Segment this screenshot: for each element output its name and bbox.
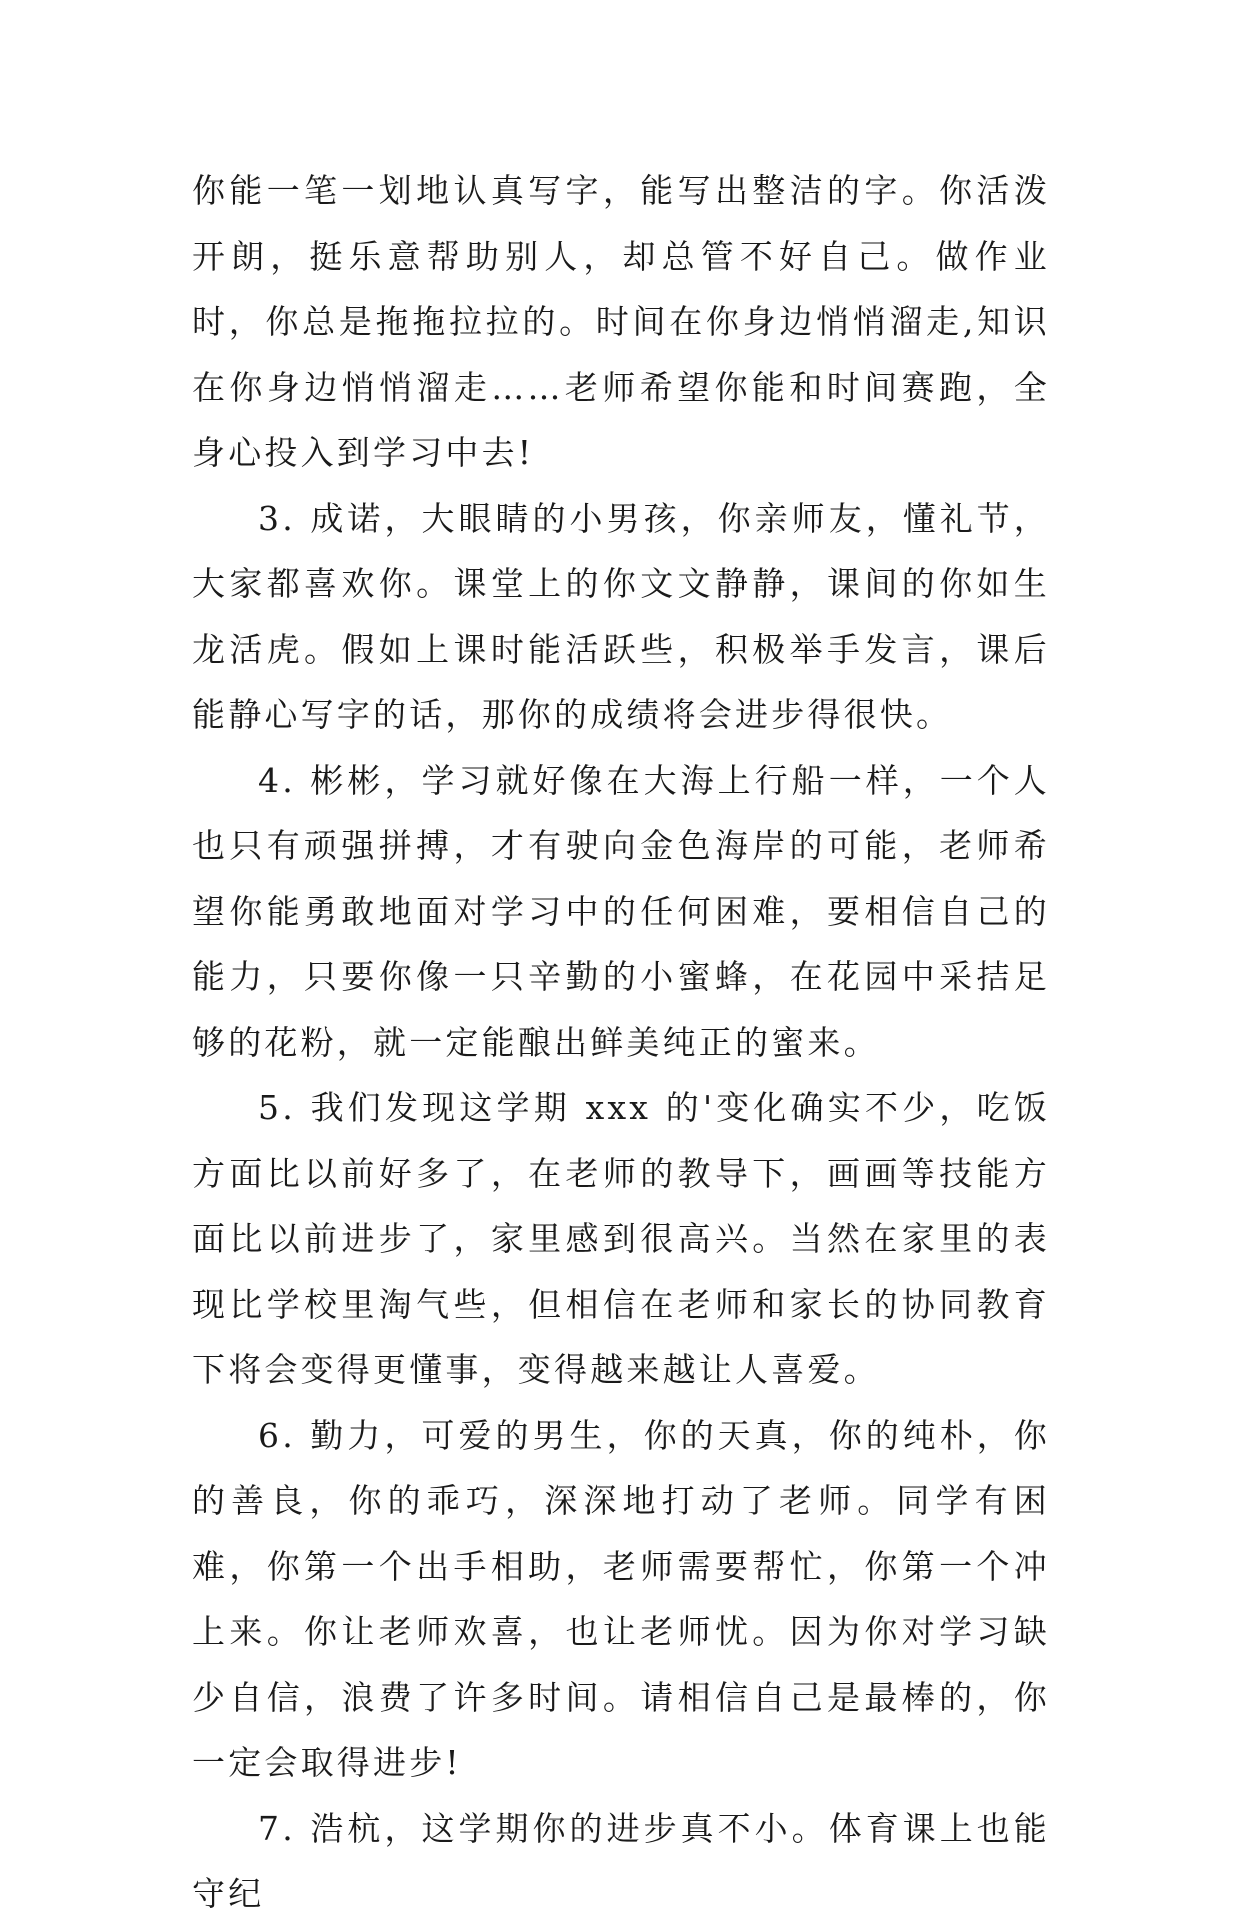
paragraph-comment-6: 6. 勤力，可爱的男生，你的天真，你的纯朴，你的善良，你的乖巧，深深地打动了老师。同学有困难，你第一个出手相助，老师需要帮忙，你第一个冲上来。你让老师欢喜，也让老师忧。因为你对学习缺少自信，浪费了许多时间。请相信自己是最棒的，你一定会取得进步! [192, 1415, 1050, 1782]
paragraph-comment-5: 5. 我们发现这学期 xxx 的'变化确实不少，吃饭方面比以前好多了，在老师的教导下，画画等技能方面比以前进步了，家里感到很高兴。当然在家里的表现比学校里淘气些，但相信在老师和家长的协同教育下将会变得更懂事，变得越来越让人喜爱。 [192, 1088, 1050, 1389]
document-body [192, 158, 1050, 1927]
paragraph-continued: 你能一笔一划地认真写字，能写出整洁的字。你活泼开朗，挺乐意帮助别人，却总管不好自己。做作业时，你总是拖拖拉拉的。时间在你身边悄悄溜走,知识在你身边悄悄溜走……老师希望你能和时间赛跑，全身心投入到学习中去! [192, 171, 1050, 472]
paragraph-comment-7: 7. 浩杭，这学期你的进步真不小。体育课上也能守纪 [192, 1808, 1050, 1913]
paragraph-comment-3: 3. 成诺，大眼睛的小男孩，你亲师友，懂礼节，大家都喜欢你。课堂上的你文文静静，课间的你如生龙活虎。假如上课时能活跃些，积极举手发言，课后能静心写字的话，那你的成绩将会进步得很快。 [192, 498, 1050, 734]
paragraph-comment-4: 4. 彬彬，学习就好像在大海上行船一样，一个人也只有顽强拼搏，才有驶向金色海岸的可能，老师希望你能勇敢地面对学习中的任何困难，要相信自己的能力，只要你像一只辛勤的小蜜蜂，在花园中采拮足够的花粉，就一定能酿出鲜美纯正的蜜来。 [192, 760, 1050, 1062]
